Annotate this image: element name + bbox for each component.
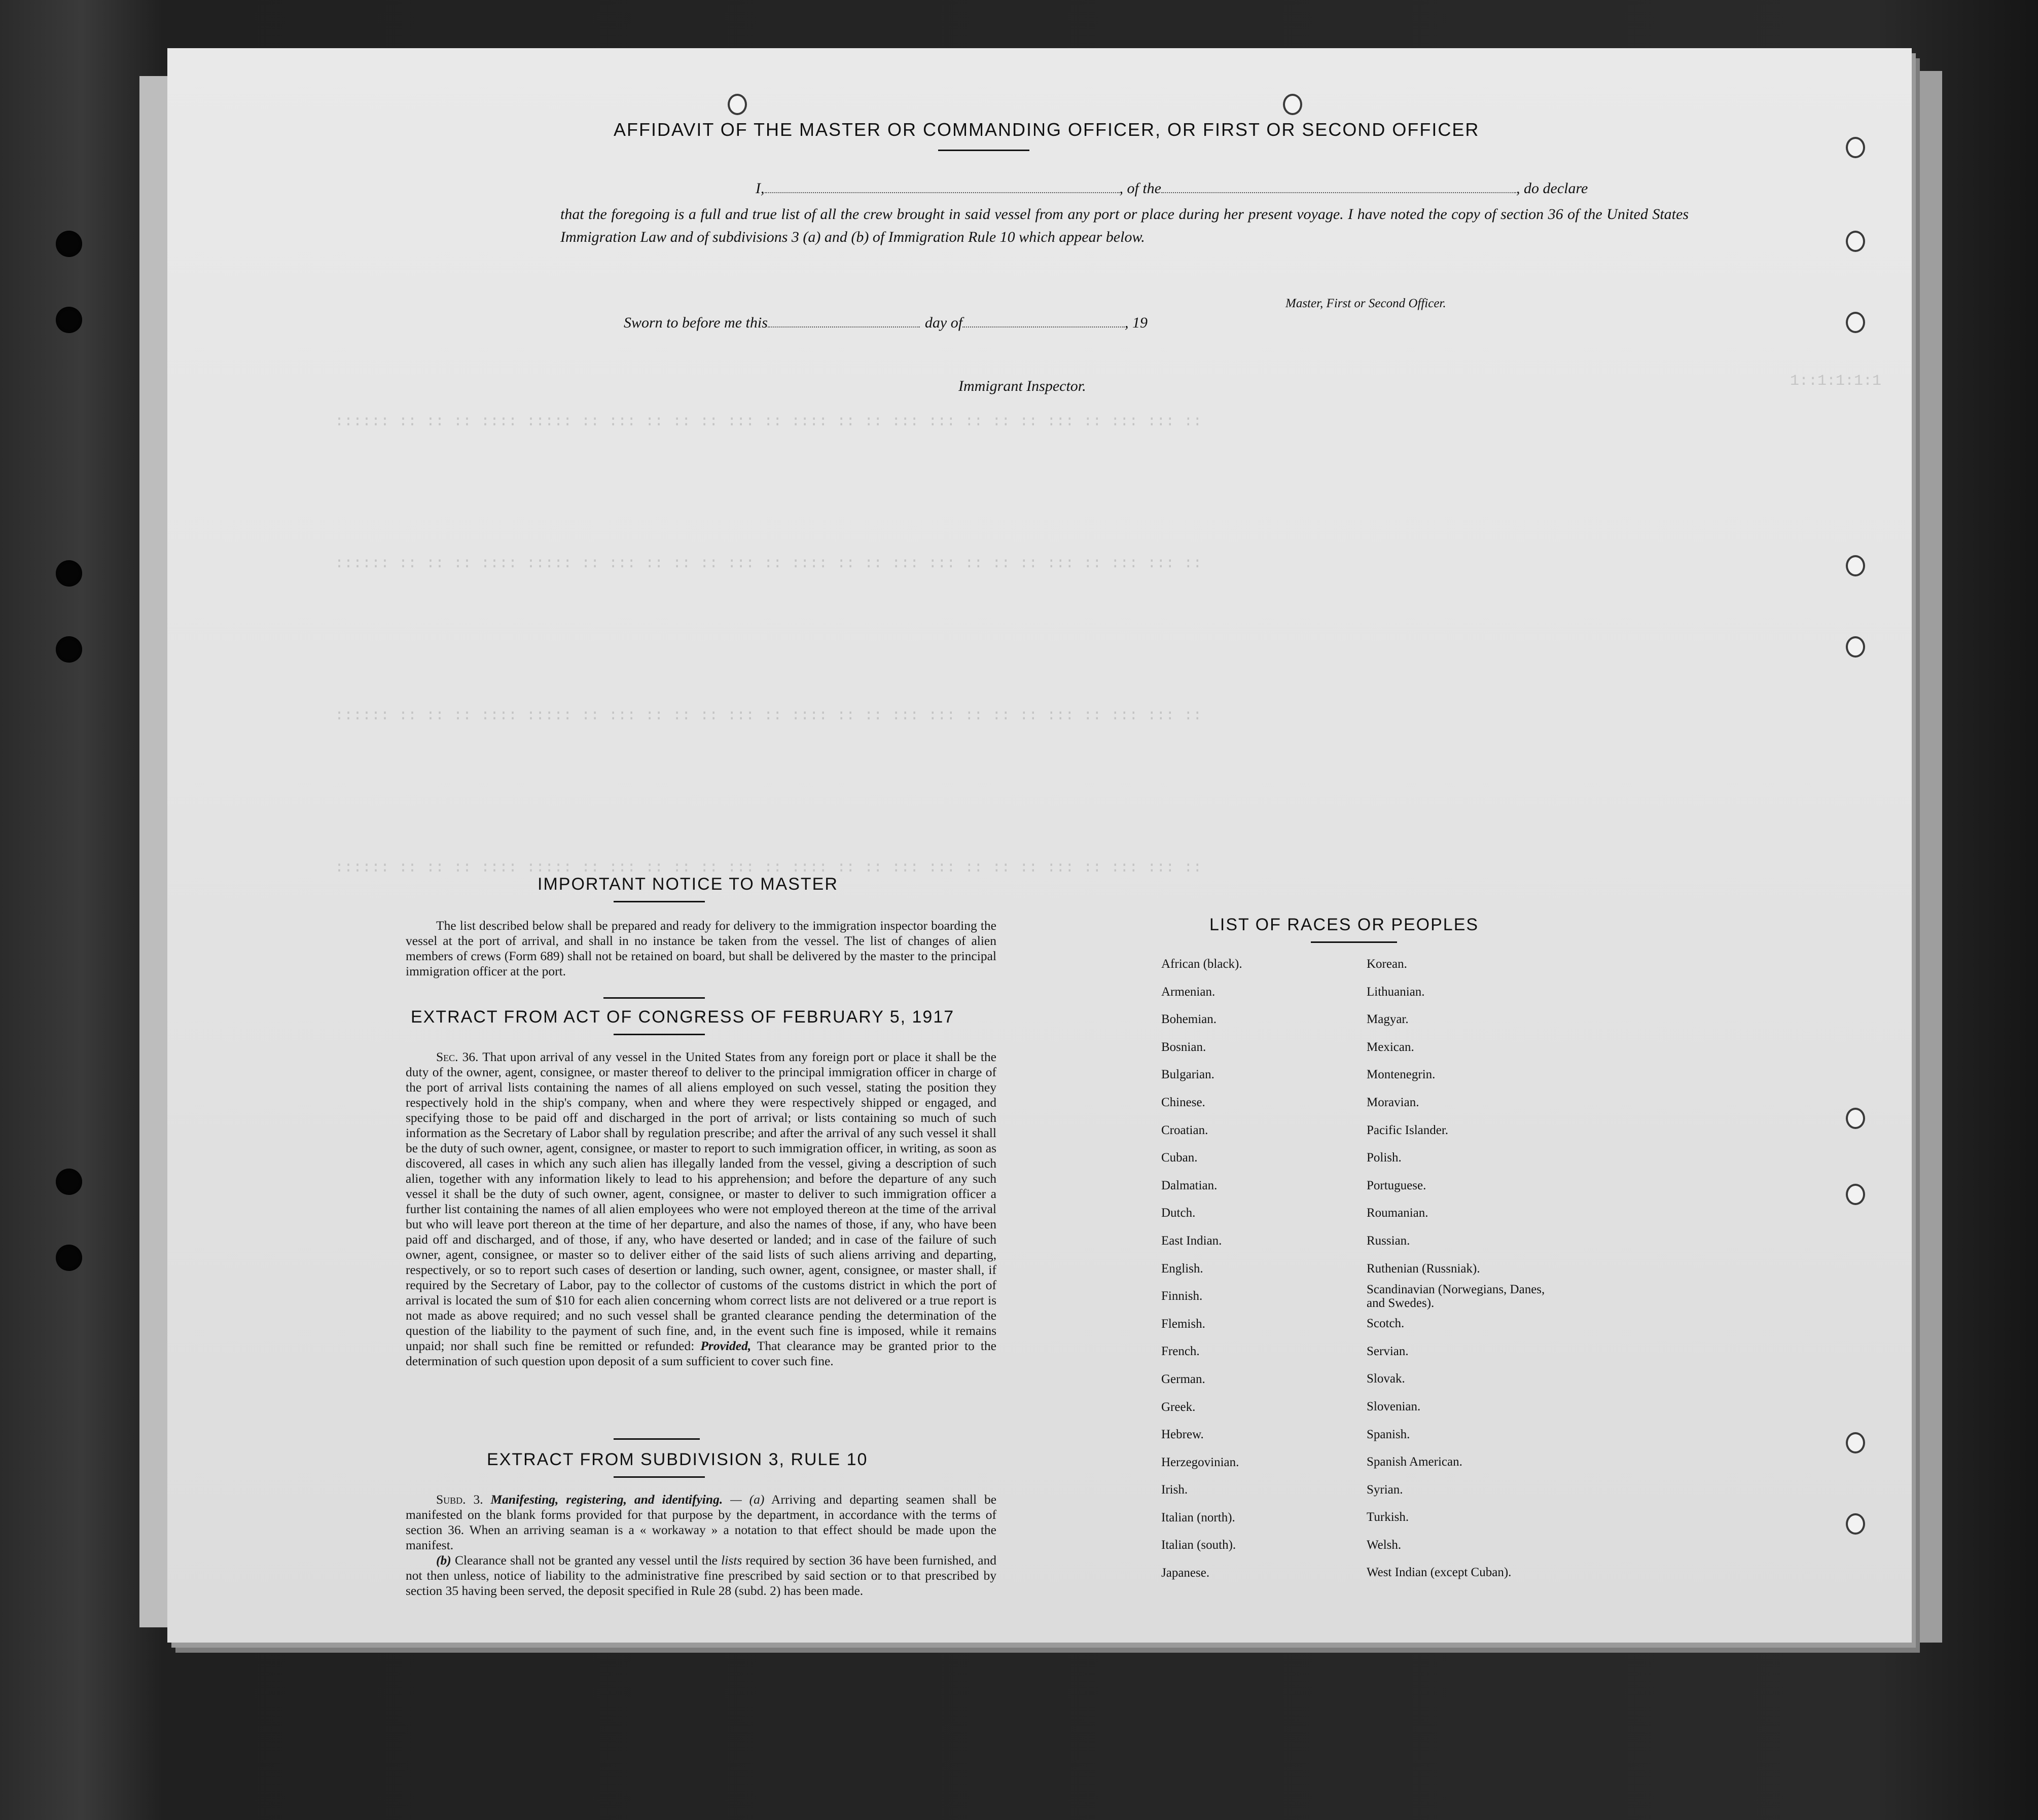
punch-hole-icon: [1846, 555, 1865, 576]
binder-hole: [56, 560, 82, 587]
binder-hole: [56, 1169, 82, 1195]
vessel-name-field[interactable]: [1161, 192, 1516, 193]
race-item: German.: [1161, 1372, 1205, 1386]
bleed-through-text: :::::: :: :: :: :::: ::::: :: ::: :: :: :: ::: :: :::: :: :: ::: ::: :: :: :: ::: :: ::: ::: ::: [335, 859, 1202, 877]
subd-a-text: Arriving and departing seamen shall be manifested on the blank forms provided for that purpose by the department, in accordance with the terms of section 36. When an arriving seaman is a « workaway » a notation to that effect should be made upon the manifest.: [406, 1492, 997, 1552]
race-item: Roumanian.: [1367, 1206, 1428, 1220]
race-item: Polish.: [1367, 1151, 1402, 1165]
race-item: Italian (north).: [1161, 1510, 1235, 1524]
punch-hole-icon: [1846, 1184, 1865, 1205]
rule-extract-body: [406, 1492, 996, 1598]
underlying-page-edge: [139, 76, 170, 1627]
race-item: Russian.: [1367, 1233, 1410, 1248]
act-extract-body: [406, 1049, 996, 1369]
race-item: Croatian.: [1161, 1123, 1208, 1137]
affidavit-body: that the foregoing is a full and true list of all the crew brought in said vessel from any port or place during her present voyage. I have noted the copy of section 36 of the United States Immigration Law and of subdivisions 3 (a) and (b) of Immigration Rule 10 which appear below.: [560, 206, 1689, 245]
race-item: West Indian (except Cuban).: [1367, 1566, 1512, 1580]
race-item: Bulgarian.: [1161, 1068, 1214, 1082]
sworn-month-field[interactable]: [962, 326, 1125, 327]
subd-b-text-2: required by section 36 have been furnished, and not then unless, notice of liability to the administrative fine prescribed by said section or to that prescribed by section 35 having been served, the deposit specified in Rule 28 (subd. 2) has been made.: [406, 1553, 996, 1598]
act-extract-title: EXTRACT FROM ACT OF CONGRESS OF FEBRUARY 5, 1917: [411, 1007, 955, 1027]
underlying-page-edge-right: [1912, 71, 1942, 1643]
affidavit-of-the-label: , of the: [1119, 180, 1161, 197]
race-item: Portuguese.: [1367, 1178, 1426, 1192]
race-item: Chinese.: [1161, 1095, 1205, 1109]
subd-b-lists: lists: [721, 1553, 742, 1568]
master-name-field[interactable]: [765, 192, 1120, 193]
sec-36-text: That upon arrival of any vessel in the United States from any foreign port or place it shall be the duty of the owner, agent, consignee, or master thereof to deliver to the principal immigration officer in charge of the port of arrival lists containing the names of all aliens employed on such vessel, stating the position they respectively hold in the ship's company, when and where they were respectively shipped or engaged, and specifying those to be paid off and discharged in the port of arrival; or lists containing so much of such information as the Secretary of Labor shall by regulation prescribe; and after the arrival of any such vessel it shall be the duty of such owner, agent, consignee, or master to report to such immigration officer, in writing, as soon as discovered, all cases in which any such alien has illegally landed from the vessel, giving a description of such alien, together with any information likely to lead to his apprehension; and before the departure of any such vessel it shall be the duty of such owner, agent, consignee, or master to deliver to such immigration officer a further list containing the names of all alien employees who were not employed thereon at the time of the arrival but who will leave port thereon at the time of her departure, and also the names of those, if any, who have been paid off and discharged, and of those, if any, who have deserted or landed; and in case of the failure of such owner, agent, consignee, or master so to deliver either of the said lists of such aliens arriving and departing, respectively, or so to report such cases of desertion or landing, such owner, agent, consignee, or master shall, if required by the Secretary of Labor, pay to the collector of customs of the customs district in which the port of arrival is located the sum of $10 for each alien concerning whom correct lists are not delivered or a true report is not made as above required; and no such vessel shall be granted clearance pending the determination of the question of the liability to the payment of such fine, and, in the event such fine is imposed, while it remains unpaid; nor shall such fine be remitted or refunded:: [406, 1049, 996, 1353]
race-item: Dutch.: [1161, 1206, 1196, 1220]
bleed-through-text: :::::: :: :: :: :::: ::::: :: ::: :: :: :: ::: :: :::: :: :: ::: ::: :: :: :: ::: :: ::: ::: ::: [335, 707, 1202, 724]
race-item: Dalmatian.: [1161, 1178, 1218, 1192]
race-item: Bohemian.: [1161, 1012, 1217, 1027]
subd-a-label: — (a): [730, 1492, 765, 1507]
race-item: Hebrew.: [1161, 1428, 1204, 1442]
punch-hole-icon: [1846, 231, 1865, 252]
binder-hole: [56, 1245, 82, 1271]
race-item: Moravian.: [1367, 1095, 1419, 1109]
race-item: Greek.: [1161, 1400, 1196, 1414]
provided-label: Provided,: [700, 1338, 752, 1353]
bleed-through-text: 1::1:1:1:1: [1790, 373, 1882, 390]
punch-hole-icon: [1283, 94, 1302, 115]
provided-text: That clearance may be granted prior to the determination of such question upon deposit of a sum sufficient to cover such fine.: [406, 1338, 996, 1368]
race-item: Syrian.: [1367, 1482, 1403, 1497]
punch-hole-icon: [1846, 1513, 1865, 1535]
binder-hole: [56, 231, 82, 257]
race-item: Japanese.: [1161, 1566, 1210, 1580]
race-item: Welsh.: [1367, 1538, 1402, 1552]
subd-b-text-1: Clearance shall not be granted any vessel until the: [454, 1553, 718, 1568]
race-item: Scandinavian (Norwegians, Danes, and Swedes).: [1367, 1283, 1545, 1311]
document-page: [167, 48, 1912, 1643]
sworn-label: Sworn to before me this: [624, 314, 768, 331]
binder-hole: [56, 307, 82, 333]
race-item: Flemish.: [1161, 1317, 1205, 1331]
day-of-label: day of: [924, 314, 963, 331]
act-extract-title-rule: [614, 1034, 705, 1035]
race-item: Cuban.: [1161, 1151, 1198, 1165]
section-divider: [614, 1438, 700, 1440]
race-item: Turkish.: [1367, 1510, 1409, 1524]
race-item: Scotch.: [1367, 1317, 1405, 1331]
races-list-right: [1367, 951, 1549, 1587]
race-item: Slovenian.: [1367, 1399, 1421, 1413]
punch-hole-icon: [1846, 1432, 1865, 1453]
punch-hole-icon: [1846, 636, 1865, 658]
bleed-through-text: :::::: :: :: :: :::: ::::: :: ::: :: :: :: ::: :: :::: :: :: ::: ::: :: :: :: ::: :: ::: ::: ::: [335, 555, 1202, 572]
race-item: Montenegrin.: [1367, 1068, 1436, 1082]
punch-hole-icon: [1846, 312, 1865, 333]
race-item: Korean.: [1367, 957, 1407, 971]
race-item: Mexican.: [1367, 1040, 1414, 1054]
race-item: Spanish American.: [1367, 1455, 1462, 1469]
sworn-line: [624, 314, 1148, 332]
affidavit-declare-label: , do declare: [1516, 180, 1588, 197]
punch-hole-icon: [1846, 137, 1865, 158]
section-divider: [603, 997, 705, 999]
subd-3-title: Manifesting, registering, and identifying.: [490, 1492, 723, 1507]
race-item: French.: [1161, 1344, 1200, 1359]
rule-extract-title: EXTRACT FROM SUBDIVISION 3, RULE 10: [487, 1450, 868, 1469]
race-item: Irish.: [1161, 1483, 1188, 1497]
affidavit-title-rule: [938, 150, 1029, 151]
bleed-through-text: :::::: :: :: :: :::: ::::: :: ::: :: :: :: ::: :: :::: :: :: ::: ::: :: :: :: ::: :: ::: ::: ::: [335, 413, 1202, 430]
rule-extract-title-rule: [614, 1476, 705, 1478]
race-item: Pacific Islander.: [1367, 1123, 1449, 1137]
race-item: Armenian.: [1161, 985, 1215, 999]
race-item: Finnish.: [1161, 1289, 1203, 1303]
races-title-rule: [1311, 941, 1397, 943]
affidavit-i-label: I,: [756, 180, 765, 197]
subd-b-label: (b): [436, 1553, 451, 1568]
races-title: LIST OF RACES OR PEOPLES: [1209, 915, 1479, 934]
race-item: Spanish.: [1367, 1427, 1410, 1441]
subd-3-label: Subd. 3.: [436, 1492, 483, 1507]
race-item: Lithuanian.: [1367, 985, 1425, 999]
race-item: Magyar.: [1367, 1012, 1409, 1027]
race-item: Slovak.: [1367, 1372, 1405, 1386]
notice-title: IMPORTANT NOTICE TO MASTER: [538, 875, 838, 894]
notice-title-rule: [614, 901, 705, 902]
punch-hole-icon: [1846, 1108, 1865, 1129]
year-label: , 19: [1125, 314, 1148, 331]
race-item: African (black).: [1161, 957, 1242, 971]
race-item: Italian (south).: [1161, 1538, 1236, 1552]
master-signature-label: Master, First or Second Officer.: [1285, 297, 1446, 310]
affidavit-declaration-line: [756, 180, 1689, 197]
notice-text: The list described below shall be prepared and ready for delivery to the immigration inspector boarding the vessel at the port of arrival, and shall in no instance be taken from the vessel. The list of changes of alien members of crews (Form 689) shall not be retained on board, but shall be delivered by the master to the principal immigration officer at the port.: [406, 918, 996, 978]
sworn-day-field[interactable]: [768, 326, 920, 327]
notice-body: [406, 918, 996, 979]
binder-hole: [56, 636, 82, 663]
races-list-left: [1161, 951, 1242, 1587]
race-item: English.: [1161, 1261, 1203, 1276]
race-item: East Indian.: [1161, 1233, 1222, 1248]
race-item: Herzegovinian.: [1161, 1455, 1239, 1469]
affidavit-title: AFFIDAVIT OF THE MASTER OR COMMANDING OFFICER, OR FIRST OR SECOND OFFICER: [614, 119, 1480, 140]
race-item: Servian.: [1367, 1344, 1409, 1358]
punch-hole-icon: [728, 94, 747, 115]
sec-36-label: Sec. 36.: [436, 1049, 479, 1064]
race-item: Bosnian.: [1161, 1040, 1206, 1054]
race-item: Ruthenian (Russniak).: [1367, 1261, 1480, 1276]
immigrant-inspector-label: Immigrant Inspector.: [958, 378, 1086, 394]
